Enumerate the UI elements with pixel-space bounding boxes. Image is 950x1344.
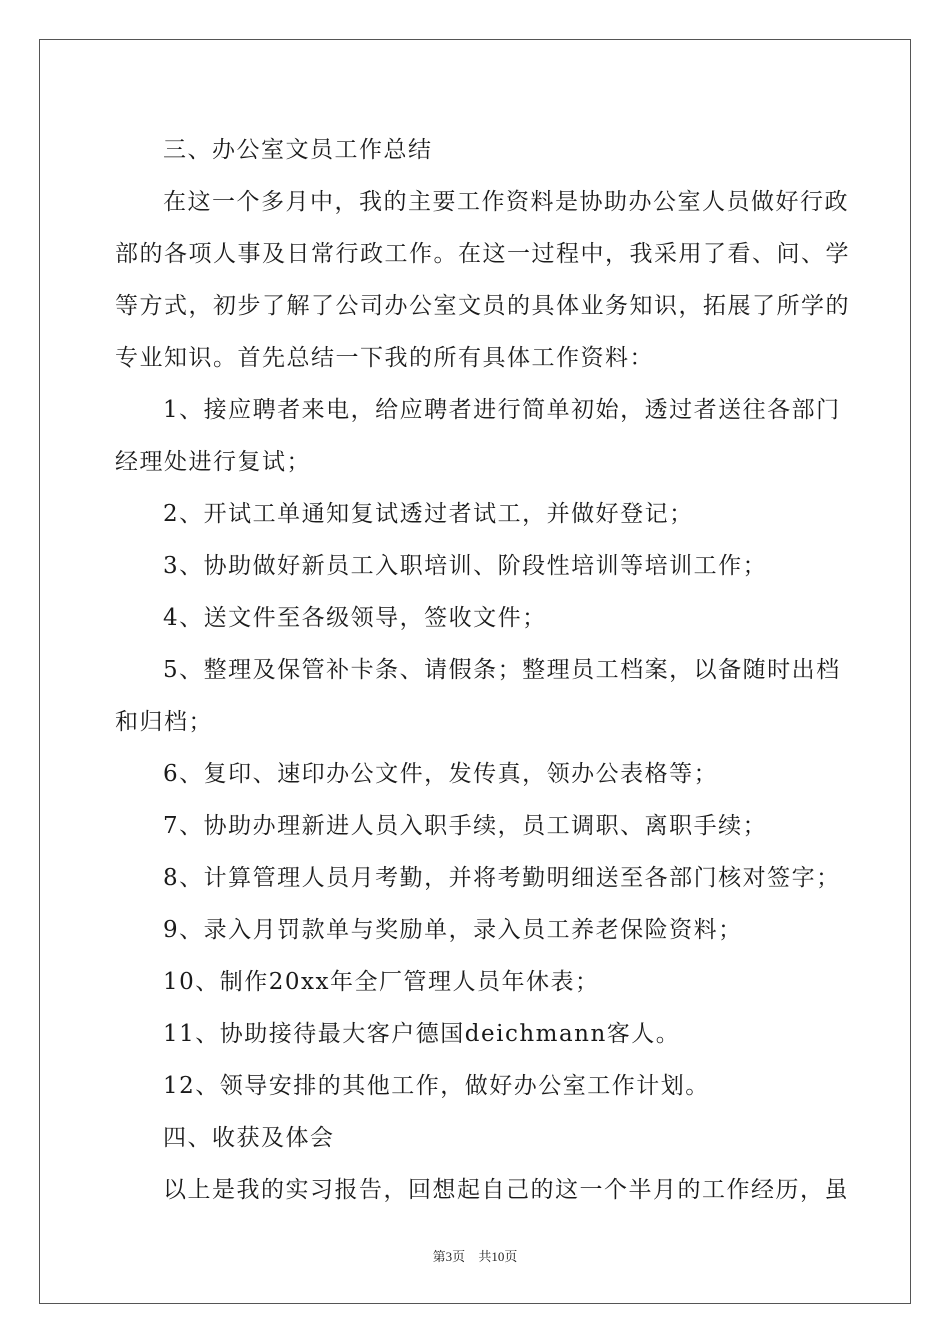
text-line: 和归档； — [115, 709, 213, 735]
text-line: 7、协助办理新进人员入职手续，员工调职、离职手续； — [163, 813, 768, 839]
text-line: 9、录入月罚款单与奖励单，录入员工养老保险资料； — [163, 917, 743, 943]
text-line: 6、复印、速印办公文件，发传真，领办公表格等； — [163, 761, 719, 787]
text-line: 10、制作20xx年全厂管理人员年休表； — [163, 969, 600, 995]
text-line: 12、领导安排的其他工作，做好办公室工作计划。 — [163, 1073, 710, 1099]
text-line: 部的各项人事及日常行政工作。在这一过程中，我采用了看、问、学 — [115, 241, 850, 267]
page-footer — [0, 1246, 950, 1265]
document-body — [115, 124, 850, 1216]
text-line: 11、协助接待最大客户德国deichmann客人。 — [163, 1021, 681, 1047]
text-line: 三、办公室文员工作总结 — [163, 137, 433, 163]
text-line: 2、开试工单通知复试透过者试工，并做好登记； — [163, 501, 694, 527]
text-line: 经理处进行复试； — [115, 449, 311, 475]
text-line: 8、计算管理人员月考勤，并将考勤明细送至各部门核对签字； — [163, 865, 841, 891]
page-total: 共10页 — [478, 1249, 518, 1264]
text-line: 5、整理及保管补卡条、请假条；整理员工档案，以备随时出档 — [163, 657, 841, 683]
text-line: 专业知识。首先总结一下我的所有具体工作资料： — [115, 345, 654, 371]
page-number: 第3页 — [432, 1249, 466, 1264]
text-line: 4、送文件至各级领导，签收文件； — [163, 605, 547, 631]
text-line: 1、接应聘者来电，给应聘者进行简单初始，透过者送往各部门 — [163, 397, 841, 423]
text-line: 以上是我的实习报告，回想起自己的这一个半月的工作经历，虽 — [163, 1177, 849, 1203]
text-line: 3、协助做好新员工入职培训、阶段性培训等培训工作； — [163, 553, 768, 579]
text-line: 等方式，初步了解了公司办公室文员的具体业务知识，拓展了所学的 — [115, 293, 850, 319]
text-line: 四、收获及体会 — [163, 1125, 335, 1151]
text-line: 在这一个多月中，我的主要工作资料是协助办公室人员做好行政 — [163, 189, 849, 215]
